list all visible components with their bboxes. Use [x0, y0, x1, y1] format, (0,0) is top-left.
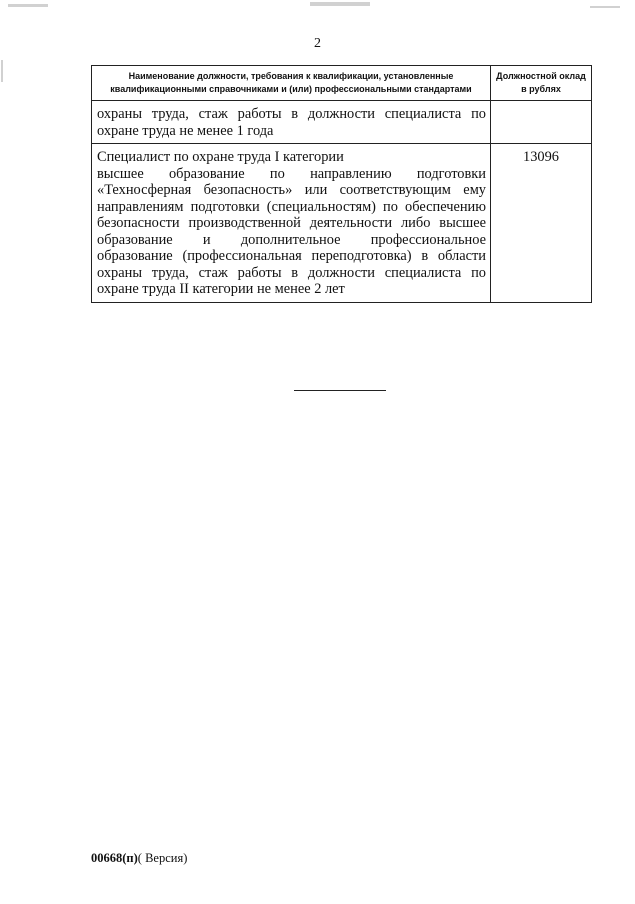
text-line: образование (профессиональная переподготовка) в области: [97, 248, 486, 264]
table-row: [92, 101, 592, 144]
text-line: высшее образование по направлению подготовки: [97, 165, 486, 182]
column-header-position: Наименование должности, требования к квалификации, установленные квалификационными справочниками и (или) профессиональными стандартами: [92, 66, 491, 101]
position-title: Специалист по охране труда I категории: [97, 149, 344, 165]
position-requirements-cell: [92, 144, 491, 303]
table-header-row: [92, 66, 592, 101]
qualification-table: [91, 65, 592, 303]
scan-noise: [1, 60, 3, 82]
text-line: охране труда II категории не менее 2 лет: [97, 281, 345, 297]
text-line: направлениям подготовки (специальностям) по обеспечению: [97, 198, 486, 215]
column-header-salary: Должностной оклад в рублях: [491, 66, 592, 101]
text-line: «Техносферная безопасность» или соответствующим ему: [97, 182, 486, 198]
scan-noise: [590, 6, 620, 8]
page-number: 2: [314, 36, 321, 51]
text-line: охраны труда, стаж работы в должности специалиста по: [97, 106, 486, 122]
scan-noise: [8, 4, 48, 7]
end-divider-line: [294, 390, 386, 391]
text-line: охраны труда, стаж работы в должности специалиста по: [97, 264, 486, 281]
salary-cell: [491, 101, 592, 144]
salary-cell: 13096: [491, 144, 592, 303]
position-requirements-cell: [92, 101, 491, 144]
document-footer: [91, 851, 187, 866]
scan-noise: [310, 2, 370, 6]
text-line: безопасности производственной деятельности либо высшее: [97, 215, 486, 231]
text-line: образование и дополнительное профессиональное: [97, 231, 486, 248]
document-code: 00668(п): [91, 851, 138, 865]
text-line: охране труда не менее 1 года: [97, 122, 274, 139]
document-version: ( Версия): [137, 851, 188, 865]
table-row: [92, 144, 592, 303]
